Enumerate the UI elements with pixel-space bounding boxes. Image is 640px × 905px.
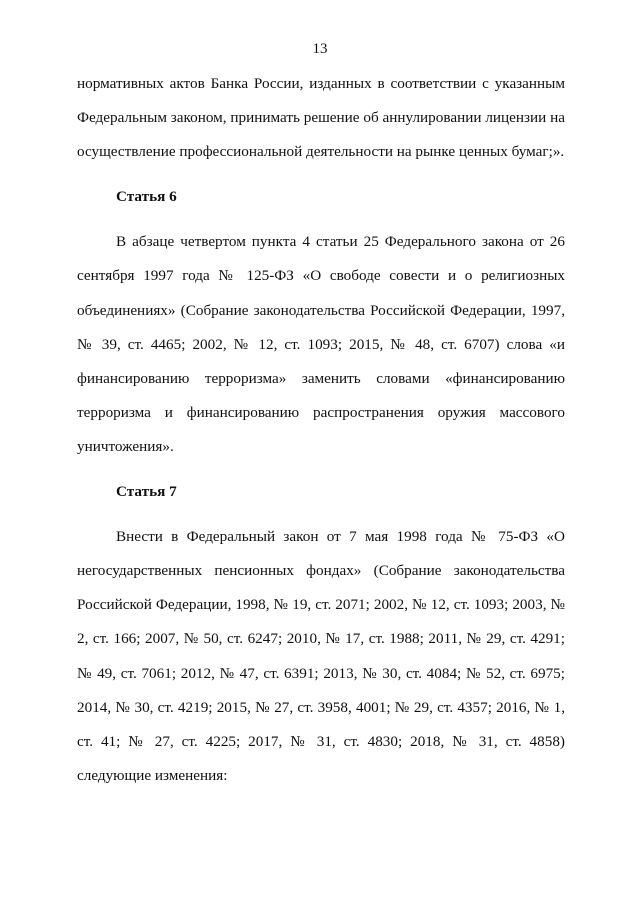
document-body [77, 67, 565, 793]
article-7-heading: Статья 7 [116, 483, 177, 501]
paragraph-continuation: нормативных актов Банка России, изданных в соответствии с указанным Федеральным законом, принимать решение об аннулировании лицензии на осуществление профессиональной деятельности на рынке ценных бумаг;». [77, 75, 565, 161]
article-6-paragraph: В абзаце четвертом пункта 4 статьи 25 Федерального закона от 26 сентября 1997 года № 125-ФЗ «О свободе совести и о религиозных объединениях» (Собрание законодательства Российской Федерации, 1997, № 39, ст. 4465; 2002, № 12, ст. 1093; 2015, № 48, ст. 6707) слова «и финансированию терроризма» заменить словами «финансированию терроризма и финансированию распространения оружия массового уничтожения». [77, 233, 565, 455]
article-6-heading: Статья 6 [116, 188, 177, 206]
page-number: 13 [312, 41, 328, 57]
article-7-paragraph: Внести в Федеральный закон от 7 мая 1998 года № 75-ФЗ «О негосударственных пенсионных фондах» (Собрание законодательства Российской Федерации, 1998, № 19, ст. 2071; 2002, № 12, ст. 1093; 2003, № 2, ст. 166; 2007, № 50, ст. 6247; 2010, № 17, ст. 1988; 2011, № 29, ст. 4291; № 49, ст. 7061; 2012, № 47, ст. 6391; 2013, № 30, ст. 4084; № 52, ст. 6975; 2014, № 30, ст. 4219; 2015, № 27, ст. 3958, 4001; № 29, ст. 4357; 2016, № 1, ст. 41; № 27, ст. 4225; 2017, № 31, ст. 4830; 2018, № 31, ст. 4858) следующие изменения: [77, 528, 565, 784]
